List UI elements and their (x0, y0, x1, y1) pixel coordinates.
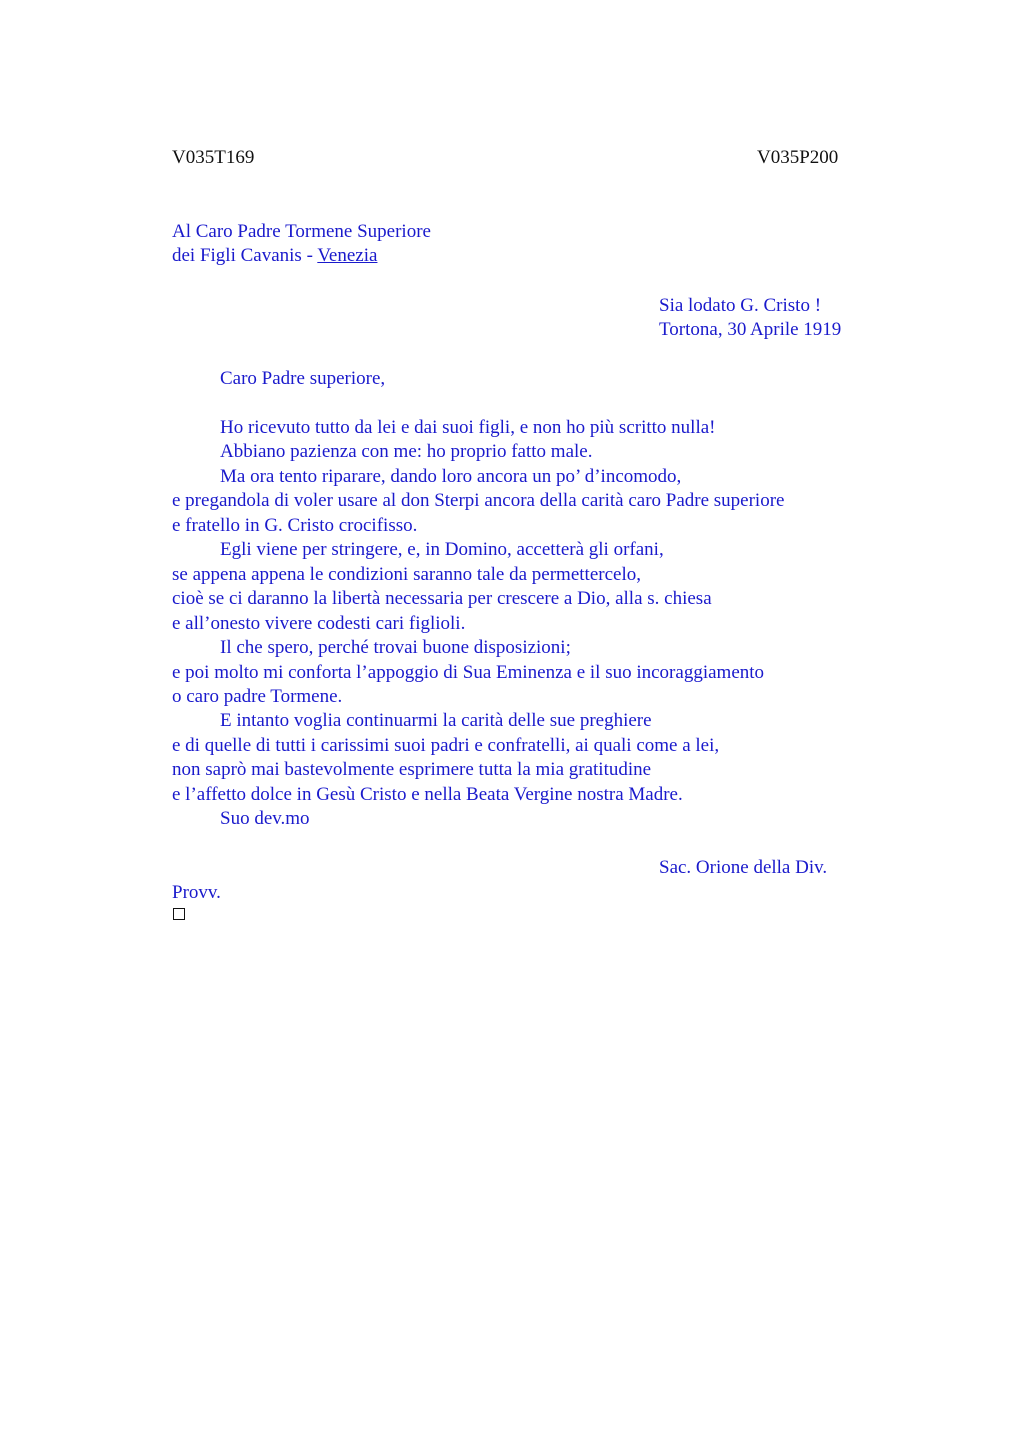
signature-line-1: Sac. Orione della Div. (659, 857, 828, 878)
signature-line-2: Provv. (172, 882, 221, 903)
body-line: cioè se ci daranno la libertà necessaria per crescere a Dio, alla s. chiesa (172, 588, 712, 609)
body-line: e poi molto mi conforta l’appoggio di Sua Eminenza e il suo incoraggiamento (172, 662, 765, 683)
header-right-code: V035P200 (757, 147, 839, 168)
body-line: E intanto voglia continuarmi la carità delle sue preghiere (220, 710, 652, 731)
body-line: Il che spero, perché trovai buone disposizioni; (220, 637, 571, 658)
body-line: Ma ora tento riparare, dando loro ancora un po’ d’incomodo, (220, 466, 682, 487)
body-line: Abbiano pazienza con me: ho proprio fatto male. (220, 441, 593, 462)
body-line: se appena appena le condizioni saranno tale da permettercelo, (172, 564, 641, 585)
address-city: Venezia (317, 245, 378, 266)
address-prefix: dei Figli Cavanis - (172, 245, 318, 266)
header-left-code: V035T169 (172, 147, 255, 168)
body-line: Suo dev.mo (220, 808, 310, 829)
body-line: e l’affetto dolce in Gesù Cristo e nella Beata Vergine nostra Madre. (172, 784, 683, 805)
body-line: e di quelle di tutti i carissimi suoi padri e confratelli, ai quali come a lei, (172, 735, 720, 756)
body-line: o caro padre Tormene. (172, 686, 343, 707)
body-line: non saprò mai bastevolmente esprimere tutta la mia gratitudine (172, 759, 652, 780)
checkbox-icon (173, 908, 185, 920)
body-line: Ho ricevuto tutto da lei e dai suoi figli, e non ho più scritto nulla! (220, 417, 716, 438)
body-line: e fratello in G. Cristo crocifisso. (172, 515, 418, 536)
body-line: e all’onesto vivere codesti cari figlioli. (172, 613, 466, 634)
address-line-1: Al Caro Padre Tormene Superiore (172, 221, 431, 242)
dateline-line-2: Tortona, 30 Aprile 1919 (659, 319, 842, 340)
dateline-line-1: Sia lodato G. Cristo ! (659, 295, 822, 316)
address-line-2 (172, 244, 377, 268)
body-line: e pregandola di voler usare al don Sterpi ancora della carità caro Padre superiore (172, 490, 785, 511)
body-line: Egli viene per stringere, e, in Domino, accetterà gli orfani, (220, 539, 664, 560)
salutation: Caro Padre superiore, (220, 368, 386, 389)
